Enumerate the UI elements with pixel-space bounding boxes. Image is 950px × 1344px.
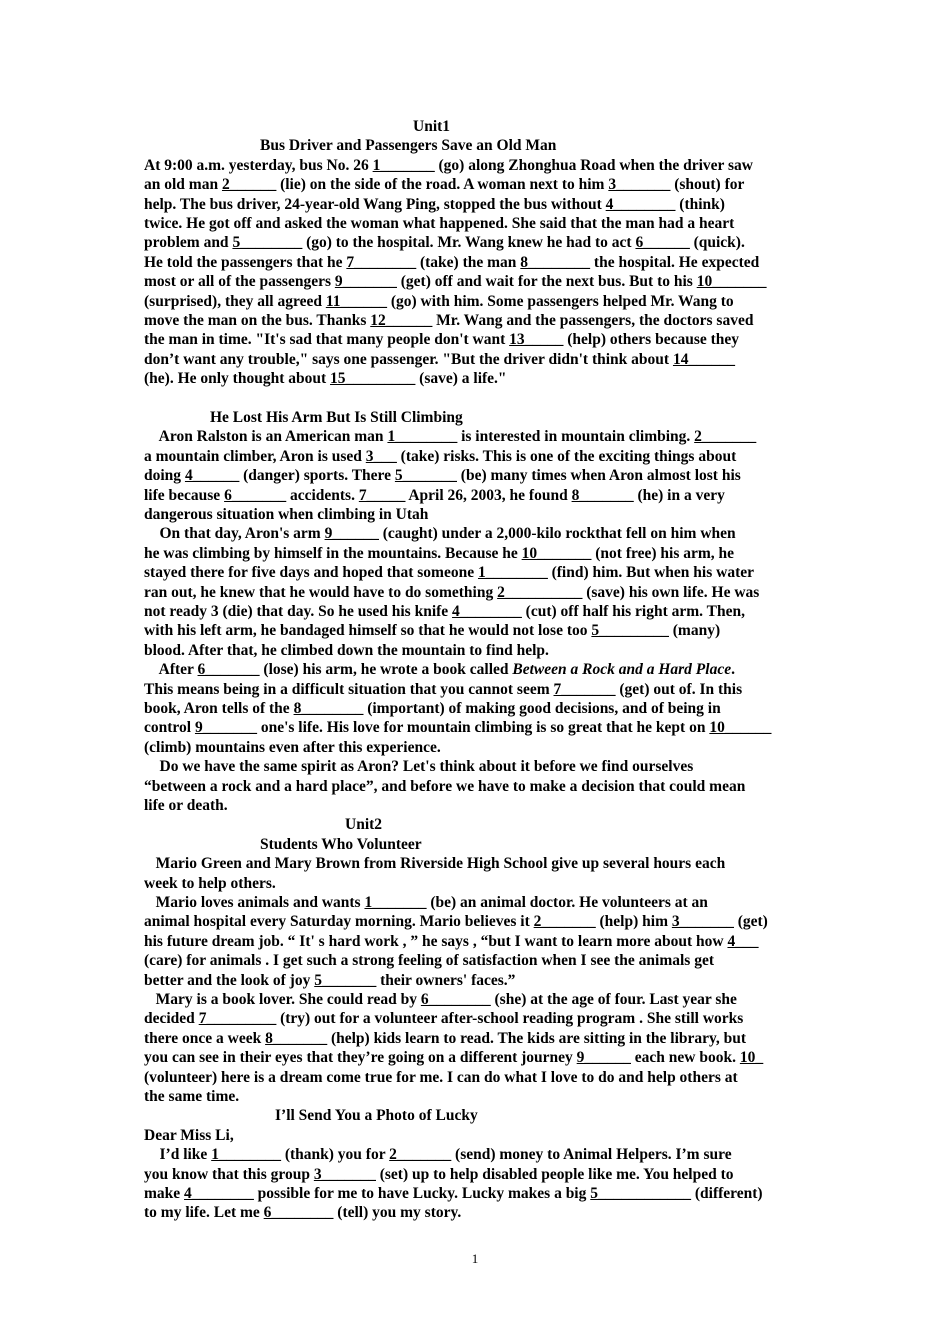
text-line: he was climbing by himself in the mountains. Because he 10_______ (not free) his arm, he [144, 544, 735, 562]
text-line: (climb) mountains even after this experience. [144, 738, 441, 756]
text-line: After 6_______ (lose) his arm, he wrote a book called Between a Rock and a Hard Place. [144, 661, 735, 679]
passage-title-volunteer: Students Who Volunteer [260, 835, 422, 853]
text-line: an old man 2______ (lie) on the side of the road. A woman next to him 3_______ (shout) for [144, 176, 745, 194]
passage-title-letter: I’ll Send You a Photo of Lucky [275, 1107, 478, 1125]
text-line: On that day, Aron's arm 9______ (caught) under a 2,000-kilo rockthat fell on him when [144, 525, 736, 543]
text-line: make 4________ possible for me to have Lucky. Lucky makes a big 5____________ (different) [144, 1185, 763, 1202]
text-line: life or death. [144, 797, 228, 814]
text-line: This means being in a difficult situation that you cannot seem 7_______ (get) out of. In this [144, 680, 743, 698]
text-line: (he). He only thought about 15_________ (save) a life." [144, 370, 507, 388]
text-line: control 9_______ one's life. His love for mountain climbing is so great that he kept on 10______ [144, 719, 772, 737]
text-line: with his left arm, he bandaged himself so that he would not lose too 5_________ (many) [144, 622, 721, 640]
text-line: “between a rock and a hard place”, and before we have to make a decision that could mean [144, 777, 746, 795]
text-line: twice. He got off and asked the woman what happened. She said that the man had a heart [144, 215, 735, 232]
text-line: a mountain climber, Aron is used 3___ (take) risks. This is one of the exciting things about [144, 447, 737, 465]
text-line: the same time. [144, 1088, 240, 1105]
text-line: (care) for animals . I get such a strong feeling of satisfaction when I see the animals get [144, 952, 715, 970]
text-line: (surprised), they all agreed 11______ (go) with him. Some passengers helped Mr. Wang to [144, 292, 734, 310]
letter-greeting: Dear Miss Li, [144, 1126, 234, 1144]
text-line: move the man on the bus. Thanks 12______ Mr. Wang and the passengers, the doctors saved [144, 312, 754, 329]
text-line: book, Aron tells of the 8________ (important) of making good decisions, and of being in [144, 700, 721, 717]
text-line: (volunteer) here is a dream come true for me. I can do what I love to do and help others at [144, 1068, 738, 1086]
text-line: you can see in their eyes that they’re going on a different journey 9______ each new book. 10_ [144, 1049, 764, 1067]
passage-title-climbing: He Lost His Arm But Is Still Climbing [210, 409, 463, 426]
text-line: week to help others. [144, 874, 276, 892]
text-line: Mary is a book lover. She could read by 6________ (she) at the age of four. Last year she [144, 991, 737, 1008]
text-line: the man in time. "It's sad that many people don't want 13_____ (help) others because they [144, 331, 740, 349]
text-line: help. The bus driver, 24-year-old Wang Ping, stopped the bus without 4________ (think) [144, 195, 725, 213]
text-line: his future dream job. “ It' s hard work , ” he says , “but I want to learn more about how 4___ [144, 932, 759, 950]
text-line: Aron Ralston is an American man 1________ is interested in mountain climbing. 2_______ [144, 428, 757, 446]
text-line: Do we have the same spirit as Aron? Let's think about it before we find ourselves [144, 758, 694, 776]
text-line: there once a week 8_______ (help) kids learn to read. The kids are sitting in the library, but [144, 1029, 747, 1047]
text-line: decided 7_________ (try) out for a volunteer after-school reading program . She still works [144, 1010, 744, 1028]
unit2-heading: Unit2 [345, 816, 383, 834]
unit1-heading: Unit1 [413, 118, 451, 135]
text-line: animal hospital every Saturday morning. Mario believes it 2_______ (help) him 3_______ (get) [144, 913, 768, 931]
text-line: don’t want any trouble," says one passenger. "But the driver didn't think about 14______ [144, 350, 735, 368]
text-line: stayed there for five days and hoped that someone 1________ (find) him. But when his water [144, 564, 754, 582]
text-line: life because 6_______ accidents. 7_____ April 26, 2003, he found 8_______ (he) in a very [144, 486, 725, 504]
text-line: not ready 3 (die) that day. So he used his knife 4________ (cut) off half his right arm. Then, [144, 603, 745, 620]
text-line: I’d like 1________ (thank) you for 2_______ (send) money to Animal Helpers. I’m sure [144, 1146, 732, 1164]
text-line: better and the look of joy 5_______ their owners' faces.” [144, 971, 516, 989]
text-line: Mario Green and Mary Brown from Riverside High School give up several hours each [144, 855, 726, 873]
blank-line [144, 389, 816, 408]
text-line: problem and 5________ (go) to the hospital. Mr. Wang knew he had to act 6______ (quick). [144, 234, 745, 252]
text-line: you know that this group 3_______ (set) up to help disabled people like me. You helped to [144, 1165, 734, 1183]
page-number: 1 [471, 1251, 479, 1266]
text-line: to my life. Let me 6________ (tell) you my story. [144, 1204, 462, 1222]
text-line: At 9:00 a.m. yesterday, bus No. 26 1_______ (go) along Zhonghua Road when the driver saw [144, 156, 753, 174]
text-line: Mario loves animals and wants 1_______ (be) an animal doctor. He volunteers at an [144, 894, 708, 911]
text-line: doing 4______ (danger) sports. There 5_______ (be) many times when Aron almost lost his [144, 467, 741, 485]
text-line: most or all of the passengers 9_______ (get) off and wait for the next bus. But to his 10_______ [144, 273, 767, 291]
text-line: ran out, he knew that he would have to do something 2__________ (save) his own life. He was [144, 583, 760, 601]
passage-title-bus-driver: Bus Driver and Passengers Save an Old Man [260, 137, 557, 155]
text-line: He told the passengers that he 7________ (take) the man 8________ the hospital. He expected [144, 253, 760, 271]
text-line: blood. After that, he climbed down the mountain to find help. [144, 641, 549, 659]
text-line: dangerous situation when climbing in Utah [144, 506, 429, 523]
